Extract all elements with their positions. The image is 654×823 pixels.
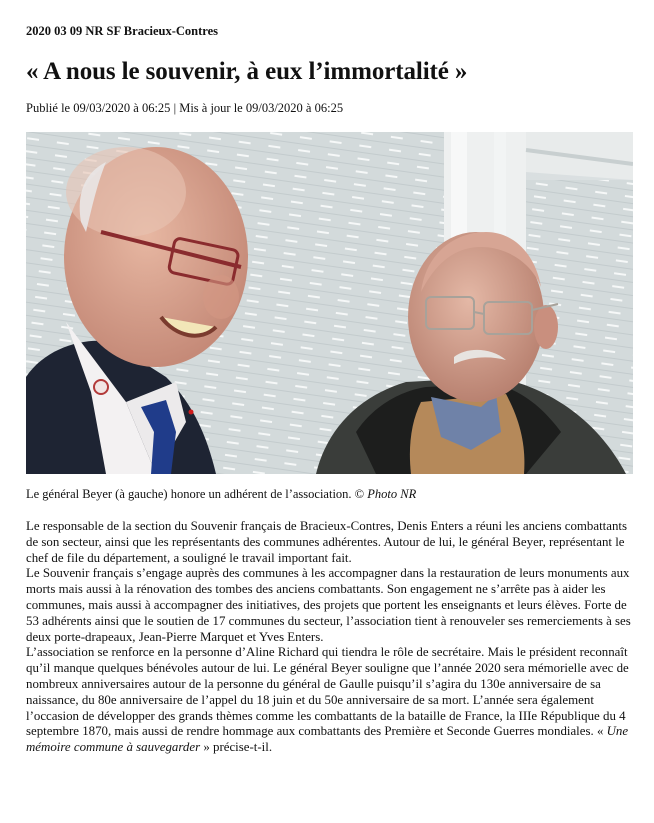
article-body [26, 519, 636, 756]
meta-separator: | [170, 101, 180, 115]
published-date: Publié le 09/03/2020 à 06:25 [26, 101, 171, 115]
updated-date: Mis à jour le 09/03/2020 à 06:25 [179, 101, 344, 115]
article-kicker: 2020 03 09 NR SF Bracieux-Contres [26, 24, 218, 38]
quote-open: « [596, 724, 607, 739]
article-paragraph: Le Souvenir français s’engage auprès des communes à les accompagner dans la restauration de leurs monuments aux morts mais aussi à la rénovation des tombes des anciens combattants. Son engagement ne s’arrête pas à aider les communes, mais aussi à accompagner des initiatives, des projets que portent les enseignants et leurs élèves. Forte de 53 adhérents ainsi que le soutien de 17 communes du secteur, l’association tient à renouveler ses remerciements à ses deux porte-drapeaux, Jean-Pierre Marquet et Yves Enters. [26, 566, 631, 644]
caption-text: Le général Beyer (à gauche) honore un adhérent de l’association. [26, 487, 355, 501]
article-paragraph: Le responsable de la section du Souvenir français de Bracieux-Contres, Denis Enters a réuni les anciens combattants de son secteur, ainsi que les représentants des communes adhérentes. Autour de lui, le général Beyer, représentant le chef de file du département, a souligné le travail important fait. [26, 519, 628, 565]
photo-credit: Photo NR [367, 487, 417, 501]
paragraph-text: L’association se renforce en la personne d’Aline Richard qui tiendra le rôle de secrétaire. Mais le président reconnaît qu’il manque quelques bénévoles autour de lui. Le général Beyer souligne que l’année 2020 sera mémorielle avec de nombreux anniversaires autour de la personne du général de Gaulle puisqu’il s’agira du 130e anniversaire de sa naissance, du 80e anniversaire de l’appel du 18 juin et du 50e anniversaire de sa mort. L’année sera également l’occasion de développer des grands thèmes comme les combattants de la bataille de France, la IIIe République du 4 septembre 1870, mais aussi de rendre hommage aux combattants des Première et Seconde Guerres mondiales. [26, 645, 629, 739]
article-meta [26, 101, 343, 116]
article-headline: « A nous le souvenir, à eux l’immortalité » [26, 58, 468, 85]
article-photo [26, 132, 633, 474]
closing-quote: Une mémoire commune à sauvegarder [26, 724, 629, 755]
quote-close: » [200, 740, 210, 755]
photo-caption [26, 487, 416, 502]
quote-attribution: précise-t-il. [209, 740, 273, 755]
copyright-icon: © [354, 487, 365, 501]
article-paragraph-last [26, 645, 636, 756]
photo-illustration [26, 132, 633, 474]
